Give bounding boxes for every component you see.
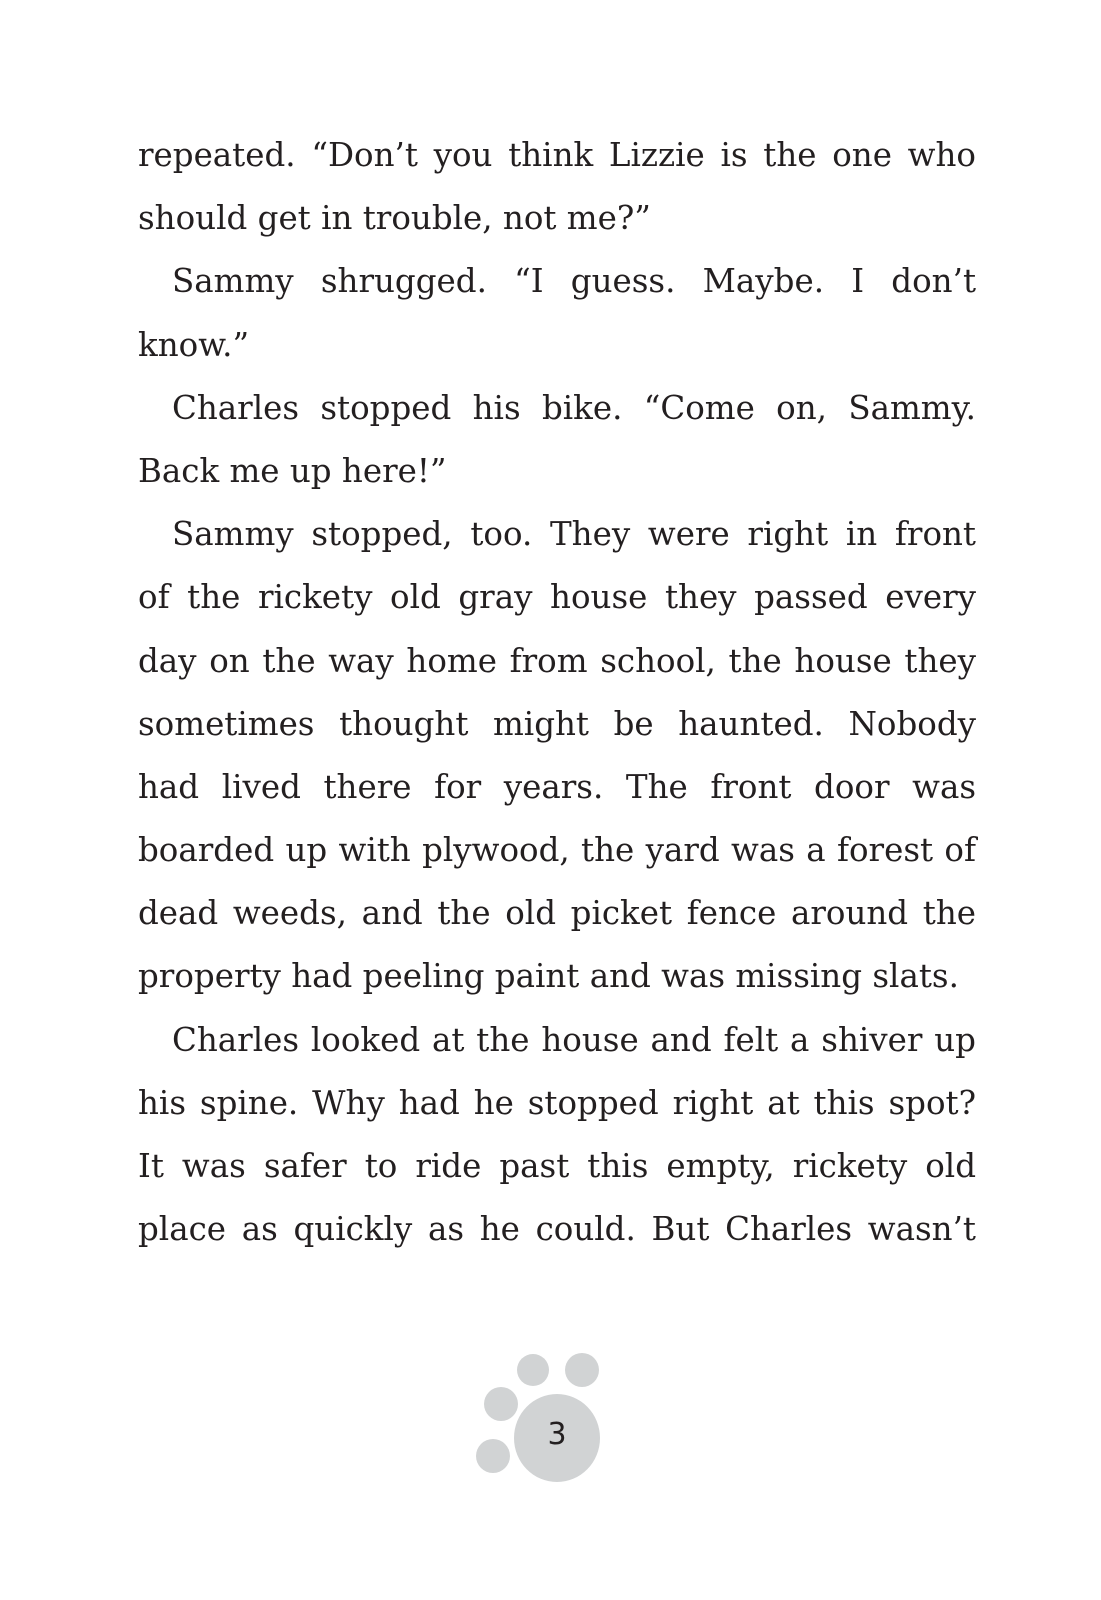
text-line: of the rickety old gray house they passed every <box>138 578 976 617</box>
paw-toe <box>517 1354 549 1386</box>
page-body <box>138 124 976 1261</box>
text-line: Sammy stopped, too. They were right in front <box>172 515 976 554</box>
page-number: 3 <box>547 1417 567 1452</box>
text-line: his spine. Why had he stopped right at this spot? <box>138 1083 976 1122</box>
text-line: day on the way home from school, the house they <box>138 641 976 680</box>
text-line: dead weeds, and the old picket fence around the <box>138 894 976 933</box>
text-line: Sammy shrugged. “I guess. Maybe. I don’t <box>172 262 976 301</box>
paragraph-3 <box>138 377 976 503</box>
text-line: place as quickly as he could. But Charles wasn’t <box>138 1210 976 1249</box>
text-line: Back me up here!” <box>138 451 447 490</box>
text-line: know.” <box>138 325 250 364</box>
text-line: property had peeling paint and was missing slats. <box>138 957 959 996</box>
paragraph-4 <box>138 503 976 1009</box>
text-line: Charles looked at the house and felt a shiver up <box>172 1020 976 1059</box>
paragraph-2 <box>138 250 976 376</box>
text-line: boarded up with plywood, the yard was a forest of <box>138 831 976 870</box>
text-line: It was safer to ride past this empty, rickety old <box>138 1147 976 1185</box>
paragraph-1 <box>138 124 976 250</box>
text-line: should get in trouble, not me?” <box>138 199 651 238</box>
paragraph-5 <box>138 1009 976 1262</box>
text-line: sometimes thought might be haunted. Nobody <box>138 704 976 743</box>
paw-toe <box>565 1353 599 1387</box>
text-line: Charles stopped his bike. “Come on, Sammy. <box>172 388 976 427</box>
paw-toe <box>476 1439 510 1473</box>
text-line: repeated. “Don’t you think Lizzie is the one who <box>138 136 976 174</box>
text-line: had lived there for years. The front door was <box>138 767 976 806</box>
